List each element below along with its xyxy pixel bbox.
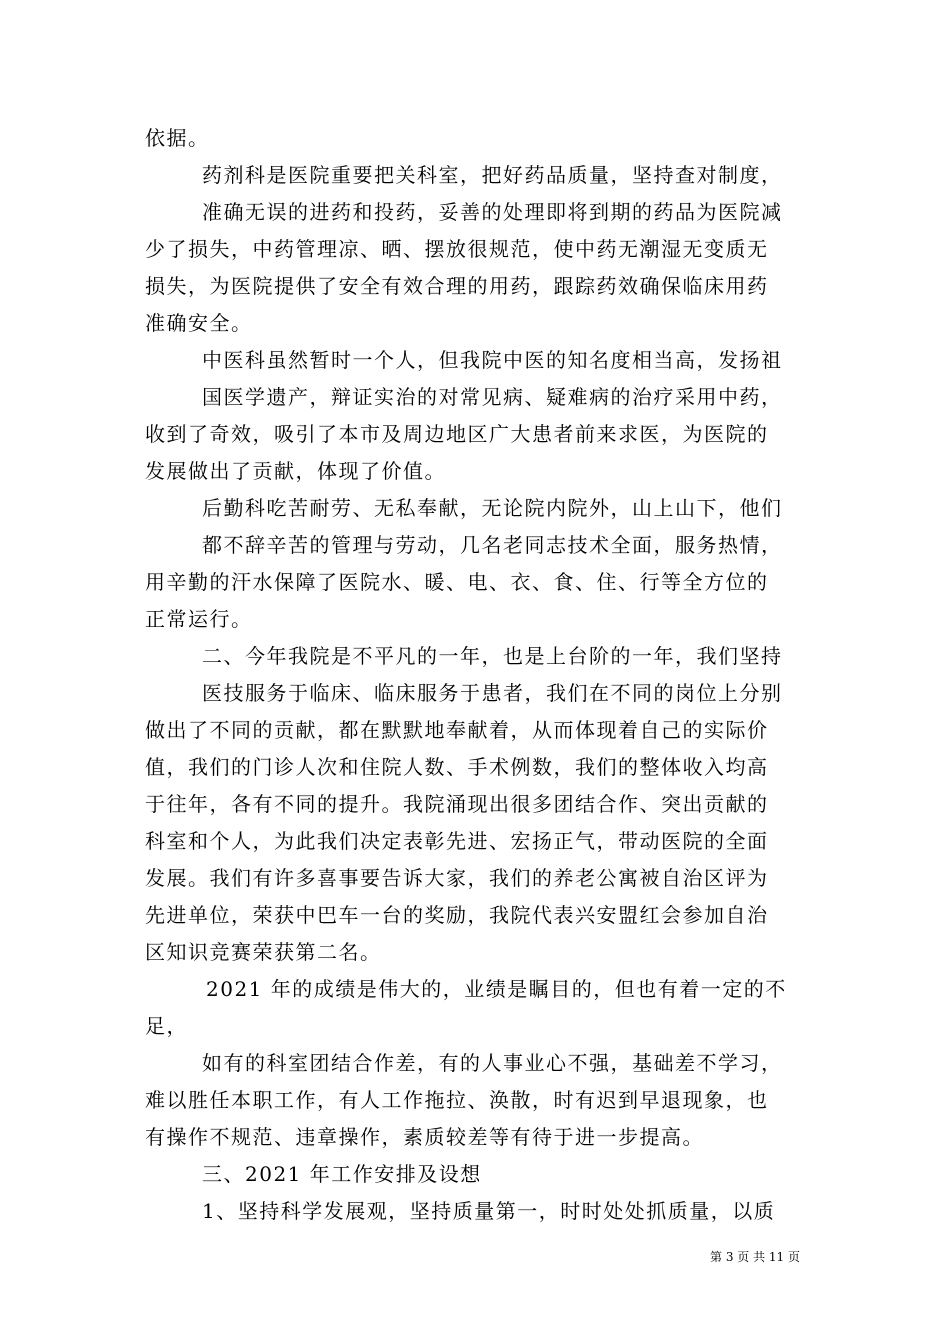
text-line-8: 国医学遗产，辩证实治的对常见病、疑难病的治疗采用中药，	[202, 385, 783, 409]
text-line-14: 正常运行。	[145, 607, 253, 631]
text-line-18: 值，我们的门诊人次和住院人数、手术例数，我们的整体收入均高	[145, 755, 769, 779]
text-line-28: 有操作不规范、违章操作，素质较差等有待于进一步提高。	[145, 1125, 704, 1149]
text-line-3: 准确无误的进药和投药，妥善的处理即将到期的药品为医院减	[202, 200, 783, 224]
text-line-1: 依据。	[145, 126, 210, 150]
text-line-23: 区知识竞赛荣获第二名。	[145, 940, 382, 964]
text-line-13: 用辛勤的汗水保障了医院水、暖、电、衣、食、住、行等全方位的	[145, 570, 769, 594]
text-line-19: 于往年，各有不同的提升。我院涌现出很多团结合作、突出贡献的	[145, 792, 769, 816]
text-line-25: 足，	[145, 1014, 188, 1038]
text-line-24: 2021 年的成绩是伟大的，业绩是瞩目的，但也有着一定的不	[206, 977, 787, 1001]
text-line-20: 科室和个人，为此我们决定表彰先进、宏扬正气，带动医院的全面	[145, 829, 769, 853]
text-line-10: 发展做出了贡献，体现了价值。	[145, 459, 446, 483]
text-line-27: 难以胜任本职工作，有人工作拖拉、涣散，时有迟到早退现象，也	[145, 1088, 769, 1112]
text-line-26: 如有的科室团结合作差，有的人事业心不强，基础差不学习，	[202, 1051, 783, 1075]
text-line-29: 三、2021 年工作安排及设想	[202, 1162, 482, 1186]
text-line-12: 都不辞辛苦的管理与劳动，几名老同志技术全面，服务热情，	[202, 533, 783, 557]
text-line-30: 1、坚持科学发展观，坚持质量第一，时时处处抓质量，以质	[202, 1199, 776, 1223]
text-line-15: 二、今年我院是不平凡的一年，也是上台阶的一年，我们坚持	[202, 644, 783, 668]
text-line-16: 医技服务于临床、临床服务于患者，我们在不同的岗位上分别	[202, 681, 783, 705]
text-line-9: 收到了奇效，吸引了本市及周边地区广大患者前来求医，为医院的	[145, 422, 769, 446]
text-line-17: 做出了不同的贡献，都在默默地奉献着，从而体现着自己的实际价	[145, 718, 769, 742]
text-line-22: 先进单位，荣获中巴车一台的奖励，我院代表兴安盟红会参加自治	[145, 903, 769, 927]
text-line-6: 准确安全。	[145, 311, 253, 335]
text-line-21: 发展。我们有许多喜事要告诉大家，我们的养老公寓被自治区评为	[145, 866, 769, 890]
text-line-4: 少了损失，中药管理凉、晒、摆放很规范，使中药无潮湿无变质无	[145, 237, 769, 261]
text-line-5: 损失，为医院提供了安全有效合理的用药，跟踪药效确保临床用药	[145, 274, 769, 298]
text-line-7: 中医科虽然暂时一个人，但我院中医的知名度相当高，发扬祖	[202, 348, 783, 372]
text-line-11: 后勤科吃苦耐劳、无私奉献，无论院内院外，山上山下，他们	[202, 496, 783, 520]
text-line-2: 药剂科是医院重要把关科室，把好药品质量，坚持查对制度，	[202, 163, 783, 187]
page-number-footer: 第 3 页 共 11 页	[710, 1250, 800, 1264]
